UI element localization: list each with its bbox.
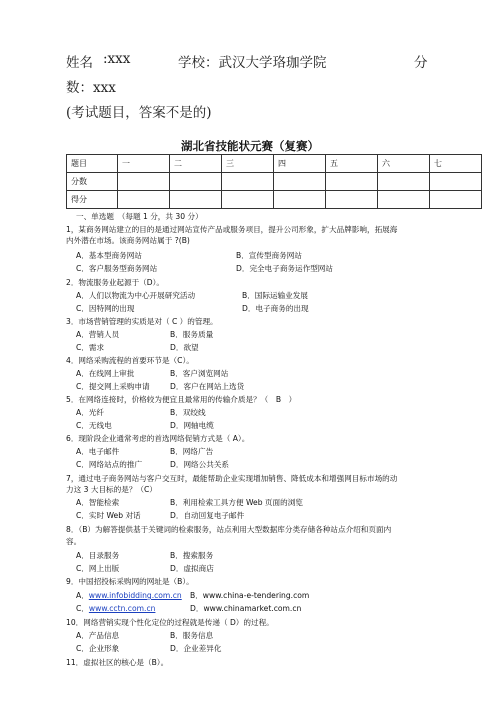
q2-option-c: C．因特网的出现 (76, 304, 135, 313)
score-cell (222, 173, 274, 191)
q5-option-b: B．双绞线 (170, 408, 206, 417)
q10-option-b: B．服务信息 (170, 631, 214, 640)
score-cell (378, 173, 430, 191)
score-table-header: 题目 (67, 155, 118, 173)
q9-option-c-link[interactable]: www.cctn.com.cn (88, 604, 156, 613)
q3-option-b: B．服务质量 (170, 330, 214, 339)
q3-option-d: D．欲望 (170, 343, 199, 352)
question-8-text: 8．（B）为解答提供基于关键词的检索服务，站点利用大型数据库分类存储各种站点介绍和页面内 (66, 525, 392, 534)
score-cell (274, 191, 326, 209)
score-cell (326, 173, 378, 191)
q8-option-a: A．目录服务 (76, 551, 120, 560)
score-table-header: 二 (170, 155, 222, 173)
question-6-text: 6．现阶段企业通常考虑的首选网络促销方式是（ A）。 (66, 434, 250, 443)
score-value: 数：xxx (66, 80, 116, 96)
score-row-label: 分数 (67, 173, 118, 191)
q4-option-c: C．提交网上采购申请 (76, 382, 150, 391)
q1-option-b: B．宣传型商务网站 (236, 251, 302, 260)
q2-option-a: A．人们以物流为中心开展研究活动 (76, 291, 196, 300)
q7-option-b: B．利用检索工具方便 Web 页面的浏览 (170, 498, 303, 507)
q3-option-a: A．营销人员 (76, 330, 120, 339)
score-table-header: 一 (118, 155, 170, 173)
score-label-char: 分 (414, 55, 428, 71)
q10-option-d: D．企业差异化 (170, 644, 222, 653)
q5-option-d: D．网轴电缆 (170, 421, 214, 430)
exam-title: 湖北省技能状元赛（复赛） (181, 139, 319, 153)
q6-option-a: A．电子邮件 (76, 447, 120, 456)
score-cell (274, 173, 326, 191)
question-3-text: 3．市场营销管理的实质是对（ C ）的管理。 (66, 317, 218, 326)
score-table-header-row (67, 155, 482, 173)
q7-option-c: C．实时 Web 对话 (76, 511, 141, 520)
q1-option-c: C．客户服务型商务网站 (76, 264, 158, 273)
score-table-row (67, 173, 482, 191)
name-label: 姓名 (66, 55, 93, 71)
q4-option-b: B．客户浏览网站 (170, 369, 229, 378)
q9-option-a (76, 590, 182, 601)
score-cell (430, 191, 482, 209)
question-2-text: 2．物流服务业起源于（D）。 (66, 278, 165, 287)
q1-option-d: D．完全电子商务运作型网站 (236, 264, 333, 273)
q6-option-b: B．网络广告 (170, 447, 214, 456)
question-9-text: 9．中国招投标采购网的网址是（B）。 (66, 577, 194, 586)
q8-option-d: D．虚拟商店 (170, 564, 214, 573)
score-table-header: 三 (222, 155, 274, 173)
score-table (66, 154, 482, 209)
q8-option-b: B．搜索服务 (170, 551, 214, 560)
q7-option-d: D．自动回复电子邮件 (170, 511, 245, 520)
question-5-text: 5．在网络连接时，价格较为便宜且最常用的传输介质是？（ B ） (66, 395, 297, 404)
score-cell (118, 173, 170, 191)
q9-option-d: D．www.chinamarket.com.cn (190, 604, 302, 613)
section-heading: 一、单选题 （每题 1 分，共 30 分） (76, 212, 203, 221)
q8-option-c: C．网上出版 (76, 564, 120, 573)
score-cell (118, 191, 170, 209)
q9-option-b: B．www.china-e-tendering.com (190, 591, 310, 600)
score-table-row (67, 191, 482, 209)
question-4-text: 4．网络采购流程的首要环节是（C）。 (66, 356, 194, 365)
q9-option-c-prefix: C． (76, 604, 89, 613)
q10-option-c: C．企业形象 (76, 644, 120, 653)
question-1-text-cont: 内外潜在市场。该商务网站属于 ?(B) (66, 236, 190, 245)
q2-option-d: D．电子商务的出现 (242, 304, 309, 313)
score-cell (222, 191, 274, 209)
q10-option-a: A．产品信息 (76, 631, 120, 640)
score-cell (170, 173, 222, 191)
name-value: :xxx (103, 51, 131, 67)
q6-option-d: D．网络公共关系 (170, 460, 230, 469)
question-11-text: 11．虚拟社区的核心是（B）。 (66, 658, 169, 667)
score-table-header: 七 (430, 155, 482, 173)
q3-option-c: C．需求 (76, 343, 105, 352)
q7-option-a: A．智能检索 (76, 498, 120, 507)
question-7-text-cont: 力这 3 大目标的是？（C） (66, 485, 157, 494)
q5-option-c: C．无线电 (76, 421, 112, 430)
score-table-header: 六 (378, 155, 430, 173)
exam-note: (考试题目，答案不是的) (66, 105, 212, 121)
q9-option-c (76, 603, 155, 614)
score-cell (430, 173, 482, 191)
score-cell (326, 191, 378, 209)
question-10-text: 10．网络营销实现个性化定位的过程就是传递（ D）的过程。 (66, 618, 274, 627)
question-1-text: 1，某商务网站建立的目的是通过网站宣传产品或服务项目，提升公司形象，扩大品牌影响，拓展海 (66, 225, 398, 234)
score-table-header: 四 (274, 155, 326, 173)
question-7-text: 7，通过电子商务网站与客户交互时，最能帮助企业实现增加销售、降低成本和增强网目标市场的动 (66, 474, 398, 483)
q4-option-a: A．在线网上审批 (76, 369, 135, 378)
q5-option-a: A．光纤 (76, 408, 104, 417)
q2-option-b: B．国际运输业发展 (242, 291, 308, 300)
q9-option-a-link[interactable]: www.infobidding.com.cn (88, 591, 182, 600)
q6-option-c: C．网络站点的推广 (76, 460, 143, 469)
score-cell (170, 191, 222, 209)
school-text: 学校：武汉大学珞珈学院 (178, 55, 327, 71)
question-8-text-cont: 容。 (66, 537, 82, 546)
score-row-label: 得分 (67, 191, 118, 209)
score-cell (378, 191, 430, 209)
q9-option-a-prefix: A． (76, 591, 89, 600)
score-table-header: 五 (326, 155, 378, 173)
q4-option-d: D．客户在网站上选货 (170, 382, 245, 391)
q1-option-a: A．基本型商务网站 (76, 251, 142, 260)
